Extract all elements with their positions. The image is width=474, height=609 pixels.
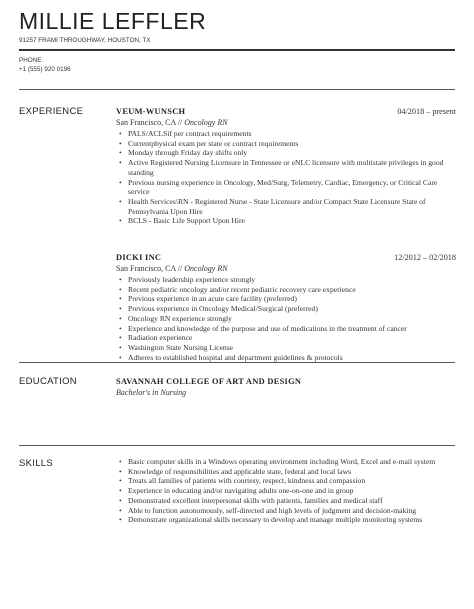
education-degree: Bachelor's in Nursing xyxy=(116,388,187,397)
job-bullet-list xyxy=(116,275,456,362)
skills-entry xyxy=(116,457,456,525)
job-bullet: • Monday through Friday day shifts only xyxy=(128,148,456,158)
skill-bullet: • Able to function autonomously, self-directed and high levels of judgment and decision-making xyxy=(128,506,456,516)
education-school: SAVANNAH COLLEGE OF ART AND DESIGN xyxy=(116,377,302,386)
skill-bullet: • Basic computer skills in a Windows operating environment including Word, Excel and e-mail system xyxy=(128,457,456,467)
section-title-experience: EXPERIENCE xyxy=(19,106,84,117)
job-bullet: • Previous nursing experience in Oncology, Med/Surg, Telemetry, Cardiac, Emergency, or Critical Care service xyxy=(128,178,456,197)
job-bullet: • Oncology RN experience strongly xyxy=(128,314,456,324)
job-bullet: • Radiation experience xyxy=(128,333,456,343)
job-location: San Francisco, CA xyxy=(116,264,176,273)
job-bullet: • Previous experience in Oncology Medical/Surgical (preferred) xyxy=(128,304,456,314)
job-bullet-list xyxy=(116,129,456,226)
section-title-education: EDUCATION xyxy=(19,376,77,387)
job-bullet: • Health Services\RN - Registered Nurse - State Licensure and/or Compact State Licensure State of Pennsylvania Upon Hire xyxy=(128,197,456,216)
phone-label: PHONE xyxy=(19,57,42,64)
education-entry xyxy=(116,376,456,398)
header-divider xyxy=(19,49,455,51)
job-role: Oncology RN xyxy=(184,118,228,127)
job-company: DICKI INC xyxy=(116,253,162,262)
job-bullet: • Experience and knowledge of the purpose and use of medications in the treatment of cancer xyxy=(128,324,456,334)
job-bullet: • BCLS - Basic Life Support Upon Hire xyxy=(128,216,456,226)
job-entry xyxy=(116,252,456,362)
job-separator: // xyxy=(175,264,185,273)
job-dates: 12/2012 – 02/2018 xyxy=(394,253,456,262)
section-divider-education xyxy=(19,362,455,363)
job-separator: // xyxy=(175,118,185,127)
job-dates: 04/2018 – present xyxy=(397,107,456,116)
skill-bullet: • Demonstrated excellent interpersonal skills with patients, families and medical staff xyxy=(128,496,456,506)
job-location: San Francisco, CA xyxy=(116,118,176,127)
job-bullet: • Currentphysical exam per state or contract requirements xyxy=(128,139,456,149)
section-divider-experience xyxy=(19,89,455,90)
job-location-line xyxy=(116,263,456,274)
skill-bullet: • Treats all families of patients with courtesy, respect, kindness and compassion xyxy=(128,476,456,486)
job-role: Oncology RN xyxy=(184,264,228,273)
job-bullet: • Recent pediatric oncology and/or recent pediatric recovery care experience xyxy=(128,285,456,295)
skill-bullet: • Experience in educating and/or navigating adults one-on-one and in group xyxy=(128,486,456,496)
phone-value: +1 (555) 920 0196 xyxy=(19,66,71,73)
section-divider-skills xyxy=(19,445,455,446)
job-location-line xyxy=(116,117,456,128)
job-bullet: • Adheres to established hospital and department guidelines & protocols xyxy=(128,353,456,363)
job-bullet: • Previously leadership experience strongly xyxy=(128,275,456,285)
job-bullet: • Previous experience in an acute care facility (preferred) xyxy=(128,294,456,304)
job-bullet: • PALS/ACLSif per contract requirements xyxy=(128,129,456,139)
skills-bullet-list xyxy=(116,457,456,525)
job-company: VEUM-WUNSCH xyxy=(116,107,186,116)
job-bullet: • Washington State Nursing License xyxy=(128,343,456,353)
candidate-address: 91257 FRAMI THROUGHWAY, HOUSTON, TX xyxy=(19,37,151,44)
job-bullet: • Active Registered Nursing Licensure in Tennessee or eNLC licensure with multistate privileges in good standing xyxy=(128,158,456,177)
section-title-skills: SKILLS xyxy=(19,458,54,469)
job-entry xyxy=(116,106,456,226)
skill-bullet: • Demonstrate organizational skills necessary to develop and manage multiple monitoring systems xyxy=(128,515,456,525)
skill-bullet: • Knowledge of responsibilities and applicable state, federal and local laws xyxy=(128,467,456,477)
candidate-name: MILLIE LEFFLER xyxy=(19,8,207,34)
